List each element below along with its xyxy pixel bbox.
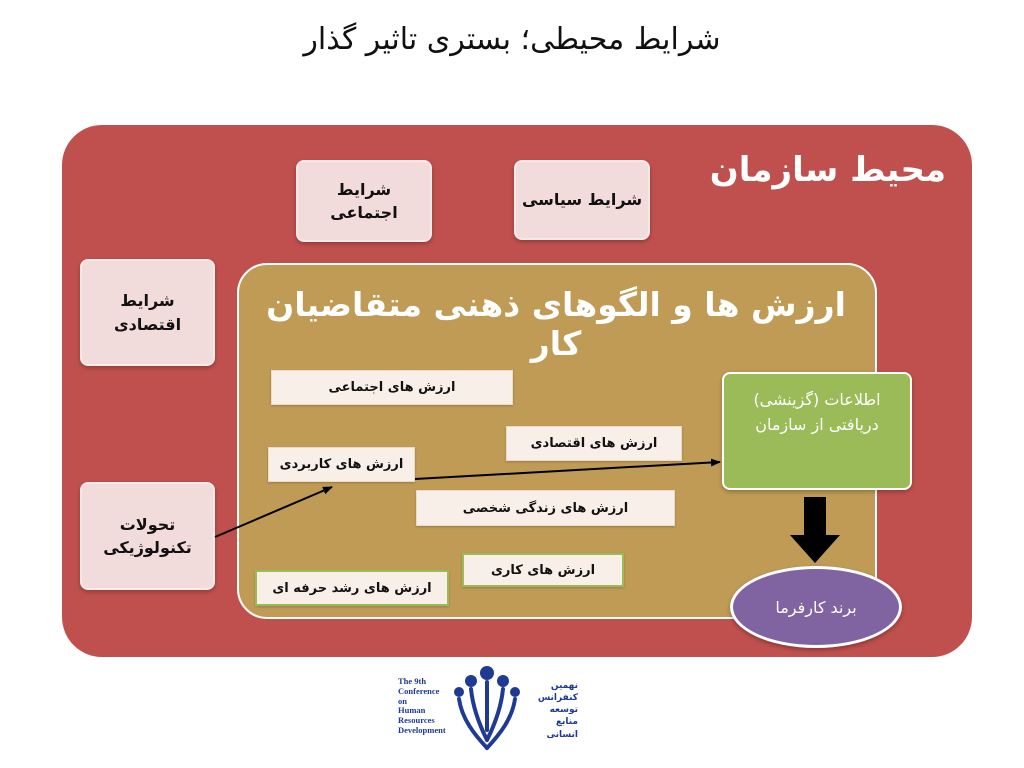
economic-conditions-line2: اقتصادی — [113, 314, 182, 334]
logo-en-line: on — [398, 695, 407, 706]
value-economic: ارزش های اقتصادی — [506, 426, 682, 461]
logo-en-line: The 9th — [398, 676, 427, 686]
down-arrow-icon — [790, 497, 840, 563]
value-applied: ارزش های کاربردی — [268, 447, 415, 482]
logo-persian-text — [522, 680, 578, 741]
logo-people-icon — [454, 664, 520, 754]
logo-fa-line: نهمین — [550, 681, 578, 691]
logo-fa-line: توسعه — [549, 705, 578, 716]
political-conditions-label: شرایط سیاسی — [521, 190, 643, 210]
value-personal-life: ارزش های زندگی شخصی — [416, 490, 675, 526]
logo-en-line: Development — [398, 724, 446, 735]
page-title: شرایط محیطی؛ بستری تاثیر گذار — [303, 22, 721, 57]
value-work: ارزش های کاری — [462, 553, 624, 587]
employer-brand-ellipse — [730, 566, 902, 648]
received-information-line1: اطلاعات (گزینشی) — [753, 390, 881, 409]
value-social: ارزش های اجتماعی — [271, 370, 513, 405]
technological-changes-line2: تکنولوژیکی — [103, 538, 192, 557]
technological-changes-line1: تحولات — [119, 514, 176, 534]
economic-conditions-line1: شرایط — [120, 291, 175, 311]
applicant-values-label: ارزش ها و الگوهای ذهنی متقاضیان کار — [266, 285, 846, 363]
arrow-tech-to-applied — [215, 487, 332, 537]
social-conditions-line1: شرایط — [336, 179, 392, 199]
logo-en-line: Human — [398, 705, 426, 716]
logo-fa-line: منابع انسانی — [546, 717, 578, 740]
arrow-applied-to-info — [415, 462, 720, 479]
received-information-line2: دریافتی از سازمان — [755, 414, 879, 434]
logo-fa-line: کنفرانس — [537, 693, 578, 704]
employer-brand-label: برند کارفرما — [775, 597, 857, 617]
value-professional-growth: ارزش های رشد حرفه ای — [255, 570, 449, 606]
organization-environment-label: محیط سازمان — [709, 150, 946, 190]
logo-english-text — [398, 677, 446, 736]
logo-en-line: Conference — [398, 685, 440, 696]
social-conditions-line2: اجتماعی — [330, 203, 398, 222]
logo-en-line: Resources — [398, 715, 435, 726]
